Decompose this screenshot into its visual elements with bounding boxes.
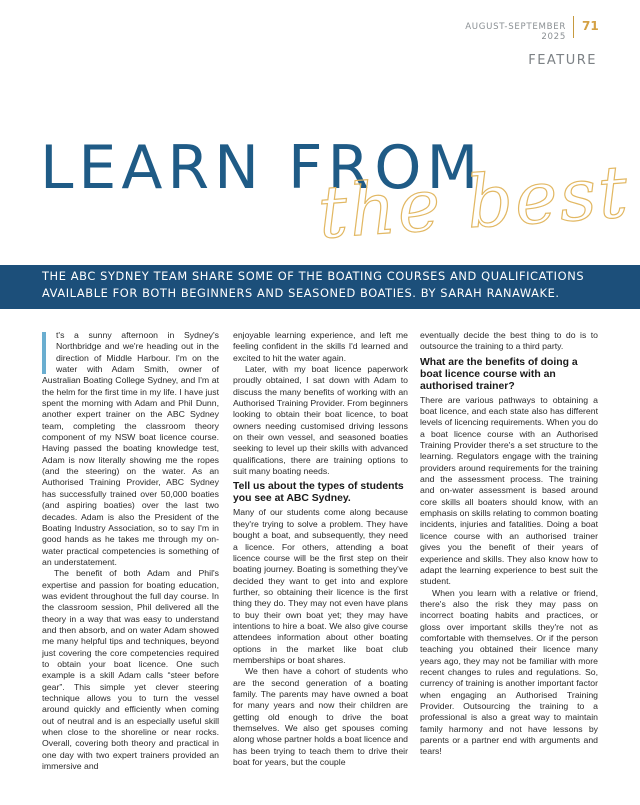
article-column-3 <box>420 330 598 758</box>
subheading: Tell us about the types of students you see at ABC Sydney. <box>233 481 404 505</box>
page-number: 71 <box>582 19 599 33</box>
issue-date: AUGUST-SEPTEMBER 2025 <box>465 22 566 42</box>
headline-script: the best <box>315 149 632 255</box>
paragraph: There are various pathways to obtaining a boat licence, and each state also has different levels of licencing requirements. When you do a boat licence course with an Authorised Training Provider there's a set structure to the learning. Regulators engage with the training providers around requirements for the training and the assessment process. The training and on-water assessment is based around core skills all boaters should know, with an emphasis on skills relating to common boating incidents, injuries and fatalities. Doing a boat licence course with an authorised trainer gives you the benefit of their years of experience and skills. They also know how to adapt the learning experience to best suit the student. <box>420 394 598 587</box>
dropcap <box>42 332 50 374</box>
paragraph: enjoyable learning experience, and left me feeling confident in the skills I'd learned and excited to hit the water again. <box>233 330 408 363</box>
paragraph: The benefit of both Adam and Phil's expertise and passion for boating education, was evident throughout the full day course. In the classroom session, Phil delivered all the theory in a way that was easy to understand and then absorb, and on water Adam showed me many helpful tips and techniques, beyond just covering the core competencies required to obtain your boat licence. One such example is a skill Adam calls “steer before gear”. This simple yet clever steering technique allows you to turn the vessel around quickly and efficiently when coming out of neutral and is an especially useful skill when close to the shoreline or near rocks. Overall, covering both theory and practical in one day with two expert trainers provided an immersive and <box>42 568 219 772</box>
paragraph: Many of our students come along because they're trying to solve a problem. They have bought a boat, and subsequently, they need a licence. For others, attending a boat licence course will be the first step on their boating journey. Boating is something they've decided they want to get into and explore further, so obtaining their licence is the first thing they do. They may not even have plans to buy their own boat yet; they may have intentions to hire a boat. We also give course attendees information about other boating options in the market like boat club memberships or boat shares. <box>233 507 408 665</box>
section-label: FEATURE <box>528 53 597 68</box>
headline: LEARN FROM <box>40 133 484 203</box>
article-column-1 <box>42 330 219 772</box>
paragraph: eventually decide the best thing to do is to outsource the training to a third party. <box>420 330 598 352</box>
article-column-2 <box>233 330 408 768</box>
paragraph: Later, with my boat licence paperwork proudly obtained, I sat down with Adam to discuss the many benefits of working with an Authorised Training Provider. From beginners looking to obtain their boat licence, to boat owners needing customised driving lessons on their own vessel, and seasoned boaties seeking to level up their skills with advanced qualifications, there are training options to suit many boating needs. <box>233 364 408 477</box>
subheading: What are the benefits of doing a boat licence course with an authorised trainer? <box>420 356 578 392</box>
standfirst: THE ABC SYDNEY TEAM SHARE SOME OF THE BOATING COURSES AND QUALIFICATIONS AVAILABLE FOR BOTH BEGINNERS AND SEASONED BOATIES. BY SARAH RANAWAKE. <box>42 269 585 300</box>
paragraph: We then have a cohort of students who are the second generation of a boating family. The parents may have owned a boat for many years and now their children are getting old enough to drive the boat themselves. We also get spouses coming along whose partner holds a boat licence and has been trying to teach them to drive their boat for years, but the couple <box>233 666 408 768</box>
page-divider <box>573 16 574 38</box>
paragraph: t's a sunny afternoon in Sydney's Northbridge and we're heading out in the direction of Middle Harbour. I'm on the water with Adam Smith, owner of Australian Boating College Sydney, and I'm at the helm for the first time in my life. I have just spent the morning with Adam and Phil Dunn, another expert trainer on the ABC Sydney team, completing the classroom theory component of my NSW boat licence course. Having passed the boating knowledge test, Adam is now literally showing me the ropes (and the steering) on the water. As an Authorised Training Provider, ABC Sydney has successfully trained over 50,000 boaties (and aspiring boaties) over the last two decades. Adam is also the President of the Boating Industry Association, so to say I'm in good hands as he takes me through my on-water practical competencies is something of an understatement. <box>42 330 219 567</box>
paragraph: When you learn with a relative or friend, there's also the risk they may pass on incorrect boating habits and practices, or gloss over important skills they're not as comfortable with themselves. Or if the person teaching you obtained their licence many years ago, they may not be familiar with more recent changes to rules and regulations. So, currency of training is another important factor when engaging an Authorised Training Provider. Outsourcing the training to a professional is also a great way to maintain family harmony and not have lessons by parents or a partner end with arguments and tears! <box>420 587 598 757</box>
